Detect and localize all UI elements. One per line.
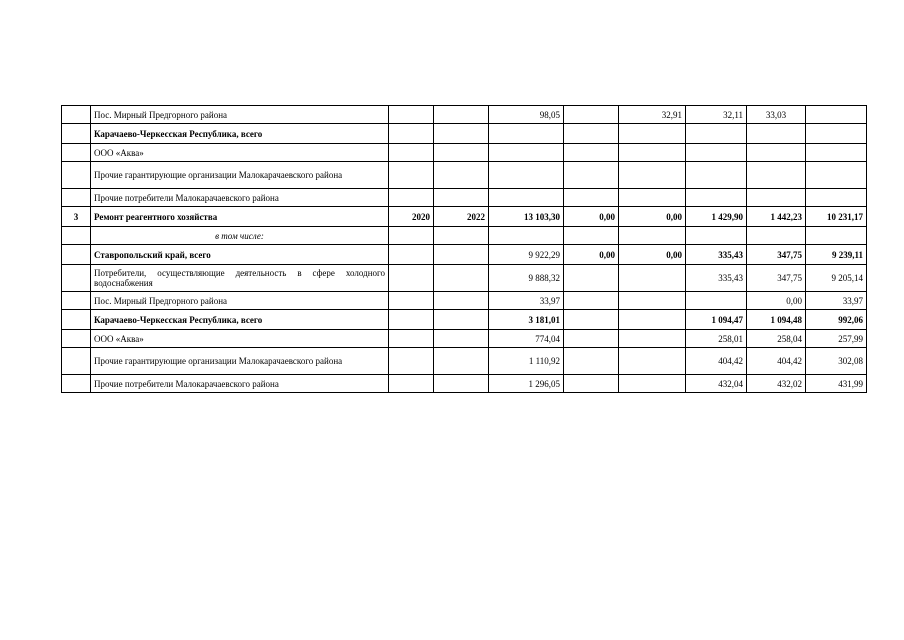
start-year [389, 124, 434, 144]
start-year [389, 375, 434, 393]
row-name: Пос. Мирный Предгорного района [91, 106, 389, 124]
value-col-5 [806, 144, 867, 162]
row-name: Прочие потребители Малокарачаевского района [91, 189, 389, 207]
end-year [434, 189, 489, 207]
end-year [434, 330, 489, 348]
start-year: 2020 [389, 207, 434, 227]
value-col-2: 0,00 [619, 245, 686, 265]
value-col-2 [619, 162, 686, 189]
value-col-2 [619, 348, 686, 375]
value-col-3: 1 094,47 [686, 310, 747, 330]
row-number: 3 [62, 207, 91, 227]
row-name: Потребители, осуществляющие деятельность в сфере холодного водоснабжения [91, 265, 389, 292]
value-col-1 [564, 162, 619, 189]
total-value: 3 181,01 [489, 310, 564, 330]
table-row [62, 144, 867, 162]
total-value: 33,97 [489, 292, 564, 310]
value-col-3: 1 429,90 [686, 207, 747, 227]
value-col-5: 431,99 [806, 375, 867, 393]
total-value: 9 922,29 [489, 245, 564, 265]
value-col-5: 9 239,11 [806, 245, 867, 265]
value-col-2 [619, 330, 686, 348]
end-year [434, 124, 489, 144]
value-col-2 [619, 189, 686, 207]
start-year [389, 245, 434, 265]
row-name: Пос. Мирный Предгорного района [91, 292, 389, 310]
table-row [62, 375, 867, 393]
row-number [62, 162, 91, 189]
table-row [62, 310, 867, 330]
row-number [62, 144, 91, 162]
start-year [389, 162, 434, 189]
value-col-4: 33,03 [747, 106, 806, 124]
value-col-4: 0,00 [747, 292, 806, 310]
value-col-4 [747, 162, 806, 189]
value-col-1 [564, 144, 619, 162]
table-row [62, 106, 867, 124]
end-year [434, 348, 489, 375]
value-col-2: 32,91 [619, 106, 686, 124]
value-col-5: 9 205,14 [806, 265, 867, 292]
value-col-2 [619, 124, 686, 144]
value-col-5: 33,97 [806, 292, 867, 310]
start-year [389, 292, 434, 310]
end-year [434, 375, 489, 393]
row-name: Прочие гарантирующие организации Малокарачаевского района [91, 162, 389, 189]
value-col-4: 258,04 [747, 330, 806, 348]
value-col-1 [564, 106, 619, 124]
value-col-1 [564, 292, 619, 310]
start-year [389, 106, 434, 124]
value-col-1: 0,00 [564, 245, 619, 265]
start-year [389, 189, 434, 207]
row-number [62, 106, 91, 124]
table-row [62, 189, 867, 207]
value-col-2: 0,00 [619, 207, 686, 227]
end-year [434, 310, 489, 330]
row-number [62, 245, 91, 265]
value-col-1 [564, 124, 619, 144]
value-col-3: 258,01 [686, 330, 747, 348]
value-col-1 [564, 265, 619, 292]
total-value: 98,05 [489, 106, 564, 124]
value-col-4 [747, 189, 806, 207]
table-row [62, 245, 867, 265]
value-col-1 [564, 189, 619, 207]
total-value: 9 888,32 [489, 265, 564, 292]
end-year: 2022 [434, 207, 489, 227]
value-col-1: 0,00 [564, 207, 619, 227]
start-year [389, 330, 434, 348]
value-col-5: 992,06 [806, 310, 867, 330]
table-row [62, 348, 867, 375]
value-col-3 [686, 227, 747, 245]
row-name: Ремонт реагентного хозяйства [91, 207, 389, 227]
row-name: Карачаево-Черкесская Республика, всего [91, 310, 389, 330]
value-col-5 [806, 227, 867, 245]
value-col-1 [564, 310, 619, 330]
investment-table [61, 105, 867, 393]
start-year [389, 227, 434, 245]
table-row [62, 330, 867, 348]
row-number [62, 348, 91, 375]
table-row [62, 227, 867, 245]
start-year [389, 310, 434, 330]
value-col-4: 404,42 [747, 348, 806, 375]
total-value [489, 189, 564, 207]
row-name: ООО «Аква» [91, 330, 389, 348]
value-col-3: 404,42 [686, 348, 747, 375]
row-name: Ставропольский край, всего [91, 245, 389, 265]
row-name: ООО «Аква» [91, 144, 389, 162]
end-year [434, 265, 489, 292]
value-col-3: 335,43 [686, 245, 747, 265]
value-col-4: 1 094,48 [747, 310, 806, 330]
row-number [62, 330, 91, 348]
value-col-4: 432,02 [747, 375, 806, 393]
value-col-2 [619, 375, 686, 393]
value-col-1 [564, 227, 619, 245]
table-row [62, 265, 867, 292]
table-row [62, 162, 867, 189]
value-col-3 [686, 189, 747, 207]
value-col-2 [619, 310, 686, 330]
row-number [62, 265, 91, 292]
value-col-3 [686, 124, 747, 144]
value-col-1 [564, 330, 619, 348]
row-name: Прочие потребители Малокарачаевского района [91, 375, 389, 393]
end-year [434, 245, 489, 265]
row-number [62, 227, 91, 245]
value-col-3: 335,43 [686, 265, 747, 292]
start-year [389, 348, 434, 375]
value-col-4 [747, 144, 806, 162]
total-value [489, 227, 564, 245]
value-col-4: 1 442,23 [747, 207, 806, 227]
value-col-5: 302,08 [806, 348, 867, 375]
start-year [389, 265, 434, 292]
value-col-2 [619, 144, 686, 162]
total-value [489, 162, 564, 189]
end-year [434, 162, 489, 189]
value-col-5 [806, 189, 867, 207]
total-value: 1 296,05 [489, 375, 564, 393]
value-col-3 [686, 162, 747, 189]
end-year [434, 106, 489, 124]
start-year [389, 144, 434, 162]
value-col-2 [619, 227, 686, 245]
table-row [62, 292, 867, 310]
value-col-1 [564, 375, 619, 393]
value-col-2 [619, 292, 686, 310]
value-col-3: 32,11 [686, 106, 747, 124]
row-number [62, 189, 91, 207]
row-name: Прочие гарантирующие организации Малокарачаевского района [91, 348, 389, 375]
value-col-1 [564, 348, 619, 375]
total-value: 13 103,30 [489, 207, 564, 227]
value-col-4: 347,75 [747, 245, 806, 265]
value-col-4: 347,75 [747, 265, 806, 292]
table-row [62, 207, 867, 227]
table-row [62, 124, 867, 144]
row-subheading: в том числе: [91, 227, 389, 245]
value-col-3 [686, 292, 747, 310]
value-col-3: 432,04 [686, 375, 747, 393]
value-col-5 [806, 106, 867, 124]
value-col-5 [806, 162, 867, 189]
value-col-5: 257,99 [806, 330, 867, 348]
row-number [62, 310, 91, 330]
value-col-2 [619, 265, 686, 292]
end-year [434, 144, 489, 162]
row-name: Карачаево-Черкесская Республика, всего [91, 124, 389, 144]
value-col-3 [686, 144, 747, 162]
total-value [489, 124, 564, 144]
value-col-5: 10 231,17 [806, 207, 867, 227]
end-year [434, 292, 489, 310]
value-col-4 [747, 124, 806, 144]
row-number [62, 375, 91, 393]
value-col-4 [747, 227, 806, 245]
end-year [434, 227, 489, 245]
total-value: 1 110,92 [489, 348, 564, 375]
total-value [489, 144, 564, 162]
total-value: 774,04 [489, 330, 564, 348]
row-number [62, 292, 91, 310]
value-col-5 [806, 124, 867, 144]
row-number [62, 124, 91, 144]
